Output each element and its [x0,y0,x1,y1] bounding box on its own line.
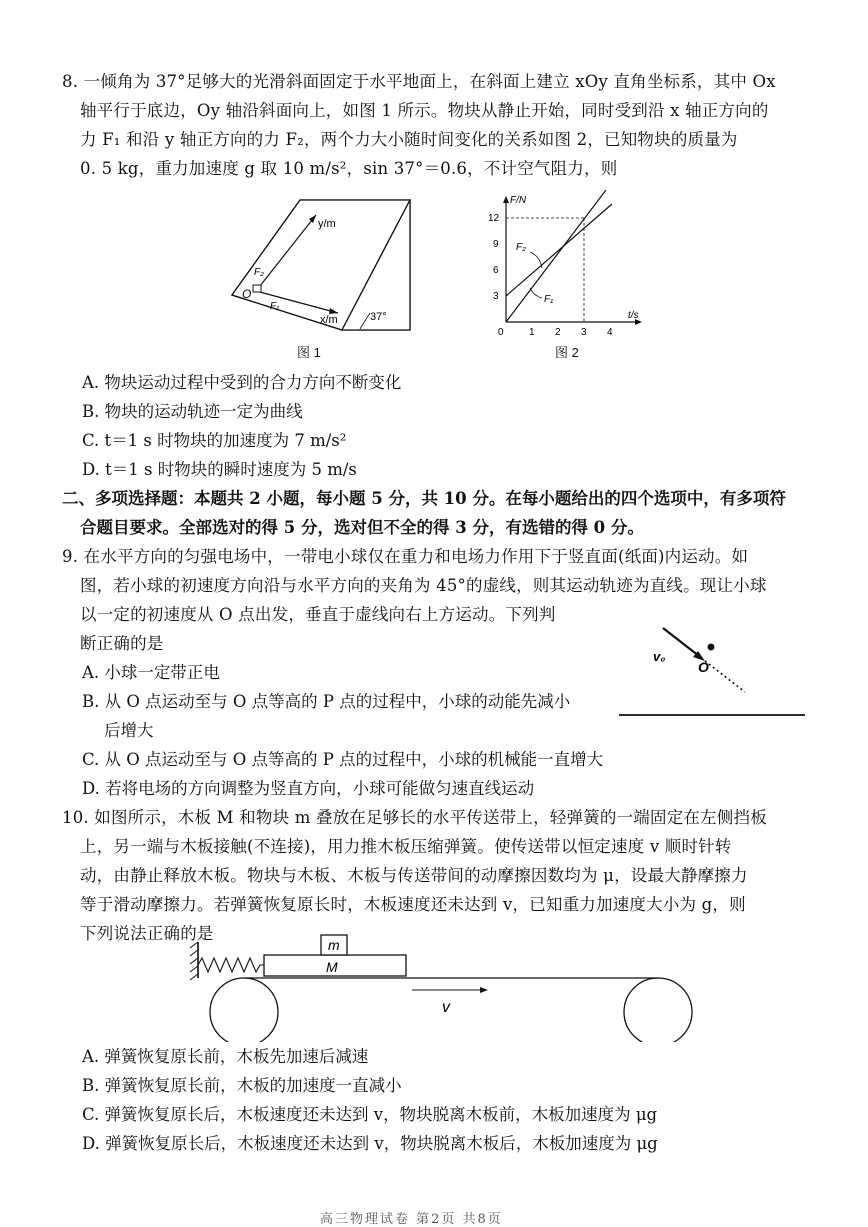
fig1-f2: F₂ [254,267,264,278]
q9-v0-label: v₀ [653,649,666,664]
fig2-xtick: 3 [581,327,587,338]
q8-figure-2 [478,190,650,340]
fig2-y-axis: F/N [510,195,527,206]
q8-option-d: D. t＝1 s 时物块的瞬时速度为 5 m/s [82,460,357,479]
fig1-caption: 图 1 [297,345,321,360]
fig1-y-label: y/m [318,218,336,230]
fig2-origin: 0 [498,327,504,338]
q9-option-a: A. 小球一定带正电 [82,663,220,682]
q9-o-label: O [698,659,709,675]
q9-option-b: B. 从 O 点运动至与 O 点等高的 P 点的过程中，小球的动能先减小 [82,692,571,711]
fig1-angle: 37° [370,311,387,323]
fig2-ytick: 3 [493,291,499,302]
q8-option-a: A. 物块运动过程中受到的合力方向不断变化 [82,373,402,392]
q10-figure [180,932,700,1042]
section2-line-2: 合题目要求。全部选对的得 5 分，选对但不全的得 3 分，有选错的得 0 分。 [80,518,644,537]
q9-option-d: D. 若将电场的方向调整为竖直方向，小球可能做匀速直线运动 [82,779,535,798]
fig2-xtick: 2 [555,327,561,338]
q10-block-label: m [328,937,340,953]
fig1-x-label: x/m [320,314,338,326]
q8-line-2: 轴平行于底边，Oy 轴沿斜面向上，如图 1 所示。物块从静止开始，同时受到沿 x 轴正方向的 [80,101,769,120]
q8-option-b: B. 物块的运动轨迹一定为曲线 [82,402,303,421]
q10-line-3: 动，由静止释放木板。物块与木板、木板与传送带间的动摩擦因数均为 μ，设最大静摩擦力 [80,866,748,885]
q10-line-4: 等于滑动摩擦力。若弹簧恢复原长时，木板速度还未达到 v，已知重力加速度大小为 g，则 [80,895,746,914]
fig2-ytick: 12 [488,213,500,224]
q8-line-3: 力 F₁ 和沿 y 轴正方向的力 F₂，两个力大小随时间变化的关系如图 2，已知物块的质量为 [80,130,738,149]
fig2-ytick: 6 [493,265,499,276]
fig2-ytick: 9 [493,239,499,250]
q9-line-2: 图，若小球的初速度方向沿与水平方向的夹角为 45°的虚线，则其运动轨迹为直线。现让小球 [80,576,767,595]
q8-line-1: 8. 一倾角为 37°足够大的光滑斜面固定于水平地面上，在斜面上建立 xOy 直角坐标系，其中 Ox [62,72,776,91]
page-footer: 高三物理试卷 第2页 共8页 [320,1212,503,1227]
fig2-caption: 图 2 [555,345,579,360]
q10-line-5: 下列说法正确的是 [80,924,214,943]
fig1-origin: O [242,287,252,301]
q8-line-4: 0. 5 kg，重力加速度 g 取 10 m/s²，sin 37°＝0.6，不计空气阻力，则 [80,159,618,178]
q8-option-c: C. t＝1 s 时物块的加速度为 7 m/s² [82,431,347,450]
q9-figure [615,610,815,725]
fig1-f1: F₁ [270,301,280,312]
q8-figure-1 [220,195,420,335]
q10-v-label: v [442,999,450,1016]
fig2-f2: F₂ [516,242,526,253]
q10-board-label: M [326,959,338,975]
fig2-xtick: 4 [607,327,613,338]
fig2-f1: F₁ [544,294,554,305]
q10-option-b: B. 弹簧恢复原长前，木板的加速度一直减小 [82,1076,402,1095]
q9-line-4: 断正确的是 [80,634,164,653]
q9-line-3: 以一定的初速度从 O 点出发，垂直于虚线向右上方运动。下列判 [80,605,556,624]
fig2-xtick: 1 [529,327,535,338]
q10-line-2: 上，另一端与木板接触(不连接)，用力推木板压缩弹簧。使传送带以恒定速度 v 顺时针转 [80,837,732,856]
fig2-x-axis: t/s [628,310,639,321]
q10-option-d: D. 弹簧恢复原长后，木板速度还未达到 v，物块脱离木板后，木板加速度为 μg [82,1134,658,1153]
q9-option-b-cont: 后增大 [104,721,154,740]
q9-option-c: C. 从 O 点运动至与 O 点等高的 P 点的过程中，小球的机械能一直增大 [82,750,604,769]
section2-line-1: 二、多项选择题：本题共 2 小题，每小题 5 分，共 10 分。在每小题给出的四个选项中，有多项符 [62,489,786,508]
q10-line-1: 10. 如图所示，木板 M 和物块 m 叠放在足够长的水平传送带上，轻弹簧的一端固定在左侧挡板 [62,808,767,827]
q10-option-c: C. 弹簧恢复原长后，木板速度还未达到 v，物块脱离木板前，木板加速度为 μg [82,1105,658,1124]
q10-option-a: A. 弹簧恢复原长前，木板先加速后减速 [82,1047,369,1066]
q9-line-1: 9. 在水平方向的匀强电场中，一带电小球仅在重力和电场力作用下于竖直面(纸面)内运动。如 [62,547,749,566]
